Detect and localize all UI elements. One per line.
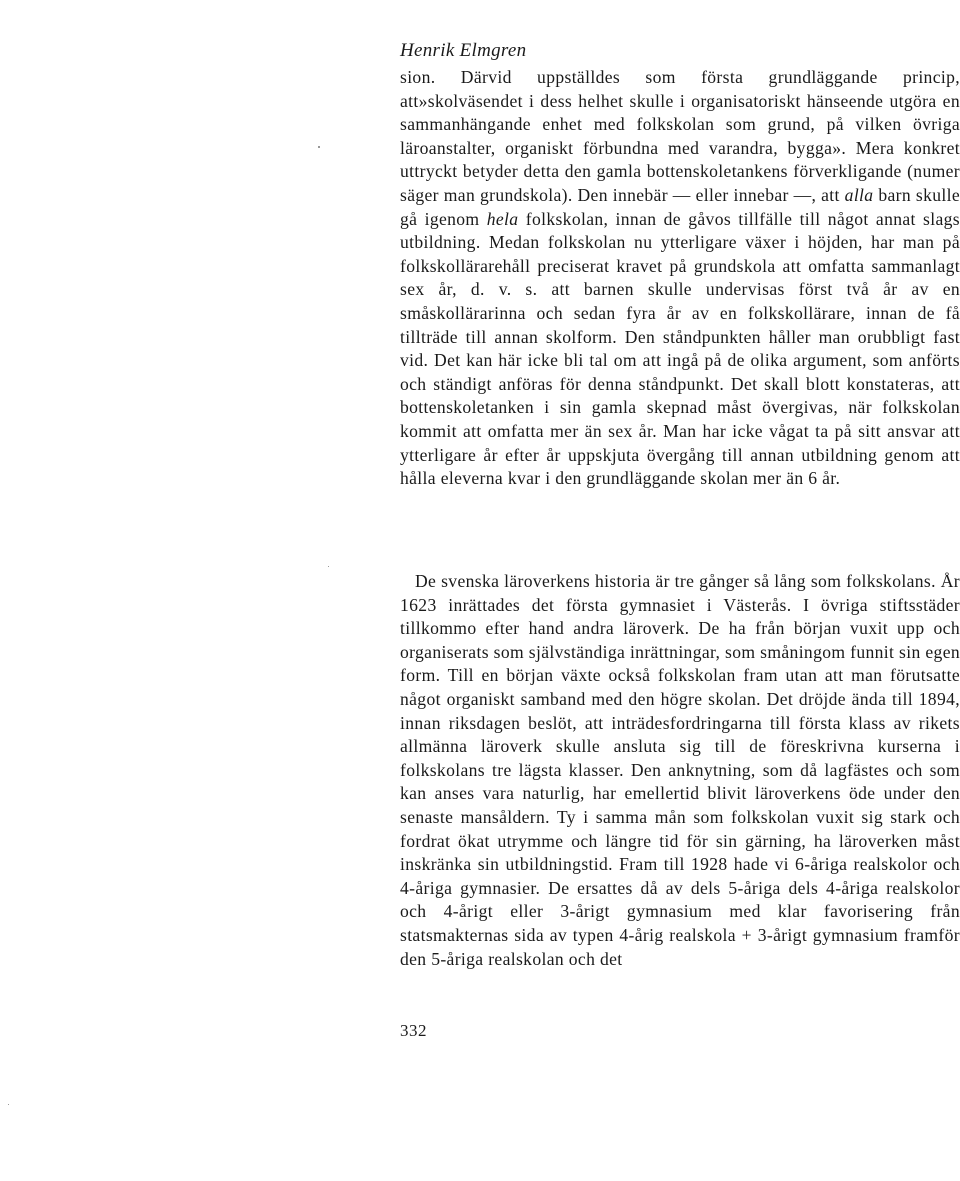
page-number: 332 [400, 1021, 427, 1040]
scan-speck [328, 566, 329, 567]
paragraph-text [400, 66, 960, 491]
scan-speck [8, 1104, 9, 1105]
paragraph-1-part-1: sion. Därvid uppställdes som första grundläggande princip, att»skolväsendet i dess helhet skulle i organisatoriskt hänseende utgöra en sammanhängande enhet med folkskolan som grund, på vilken övriga läroanstalter, organiskt förbundna med varandra, bygga». Mera konkret uttryckt betyder detta den gamla bottenskoletankens förverkligande (numer säger man grundskola). Den innebär — eller innebar —, att [400, 67, 960, 205]
emphasis-hela: hela [486, 208, 519, 229]
body-paragraph-1 [400, 66, 960, 491]
paragraph-1-part-3: folkskolan, innan de gåvos tillfälle till något annat slags utbildning. Medan folkskolan nu ytterligare växer i höjden, har man på folkskollärarehåll preciserat kravet på grundskola att omfatta sammanlagt sex år, d. v. s. att barnen skulle undervisas först två år av en småskollärarinna och sedan fyra år av en folkskollärare, innan de få tillträde till annan skolform. Den ståndpunkten håller man orubbligt fast vid. Det kan här icke bli tal om att ingå på de olika argument, som anförts och ständigt anföras för denna ståndpunkt. Det skall blott konstateras, att bottenskoletanken i sin gamla skepnad måst övergivas, när folkskolan kommit att omfatta mer än sex år. Man har icke vågat ta på sitt ansvar att ytterligare år efter år uppskjuta övergång till annan utbildning genom att hålla eleverna kvar i den grundläggande skolan mer än 6 år. [400, 208, 960, 489]
emphasis-alla: alla [844, 184, 874, 205]
paragraph-2-text: De svenska läroverkens historia är tre gånger så lång som folkskolans. År 1623 inrättades det första gymnasiet i Västerås. I övriga stiftsstäder tillkommo efter hand andra läroverk. De ha från början vuxit upp och organiserats som självständiga inrättningar, som småningom funnit sin egen form. Till en början växte också folkskolan fram utan att man förutsatte något organiskt samband med den högre skolan. Det dröjde ända till 1894, innan riksdagen beslöt, att inträdesfordringarna till första klass av rikets allmänna läroverk skulle ansluta sig till de föreskrivna kurserna i folkskolans tre lägsta klasser. Den anknytning, som då lagfästes och som kan anses vara naturlig, har emellertid blivit läroverkens öde under den senaste mansåldern. Ty i samma mån som folkskolan vuxit sig stark och fordrat ökat utrymme och längre tid för sin gärning, ha läroverken måst inskränka sin utbildningstid. Fram till 1928 hade vi 6-åriga realskolor och 4-åriga gymnasier. De ersattes då av dels 5-åriga dels 4-åriga realskolor och 4-årigt eller 3-årigt gymnasium med klar favorisering från statsmakternas sida av typen 4-årig realskola + 3-årigt gymnasium framför den 5-åriga realskolan och det [400, 571, 960, 969]
scan-speck [318, 146, 320, 148]
body-paragraph-2 [400, 570, 960, 971]
paragraph-1-part-2: barn skulle gå igenom [400, 184, 960, 229]
running-header-author: Henrik Elmgren [400, 40, 527, 61]
